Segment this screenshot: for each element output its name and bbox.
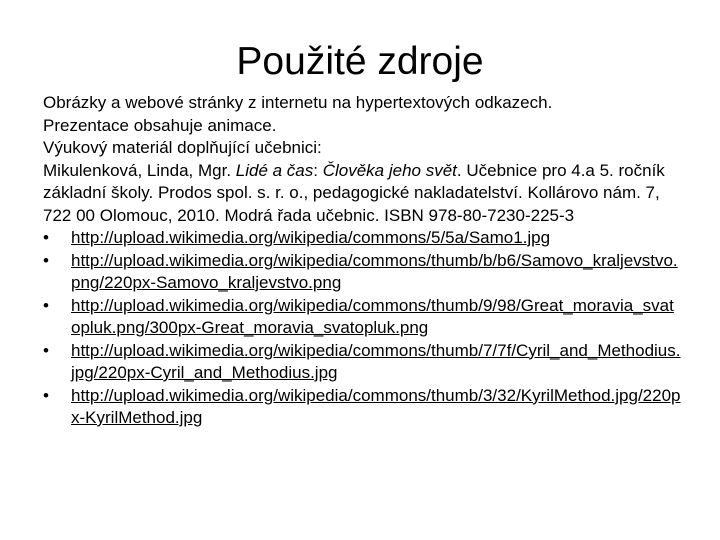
link-list — [43, 227, 683, 430]
link-item — [43, 340, 683, 385]
textbook-citation — [43, 160, 683, 228]
bullet-icon: • — [43, 385, 49, 405]
link-item — [43, 295, 683, 340]
link-samovo-kraljevstvo[interactable]: http://upload.wikimedia.org/wikipedia/commons/thumb/b/b6/Samovo_kraljevstvo.png/220px-Samovo_kraljevstvo.png — [71, 250, 678, 292]
bullet-icon: • — [43, 228, 49, 247]
slide-body — [43, 92, 683, 430]
citation-title-part1: Lidé a čas — [235, 160, 314, 180]
bullet-icon: • — [43, 295, 49, 315]
citation-title-part2: Člověka jeho svět — [322, 160, 457, 180]
citation-authors: Mikulenková, Linda, Mgr. — [43, 160, 236, 180]
link-kyril-method[interactable]: http://upload.wikimedia.org/wikipedia/commons/thumb/3/32/KyrilMethod.jpg/220px-KyrilMethod.jpg — [71, 385, 681, 427]
link-great-moravia-svatopluk[interactable]: http://upload.wikimedia.org/wikipedia/commons/thumb/9/98/Great_moravia_svatopluk.png/300px-Great_moravia_svatopluk.png — [71, 295, 674, 337]
link-item — [43, 227, 683, 250]
link-samo-image[interactable]: http://upload.wikimedia.org/wikipedia/commons/5/5a/Samo1.jpg — [71, 228, 551, 247]
citation-rest: . Učebnice pro 4.a 5. ročník základní školy. Prodos spol. s. r. o., pedagogické nakladatelství. Kollárovo nám. 7, 722 00 Olomouc, 2010. Modrá řada učebnic. ISBN 978-80-7230-225-3 — [43, 160, 665, 225]
bullet-icon: • — [43, 250, 49, 270]
bullet-icon: • — [43, 340, 49, 360]
link-cyril-and-methodius[interactable]: http://upload.wikimedia.org/wikipedia/commons/thumb/7/7f/Cyril_and_Methodius.jpg/220px-Cyril_and_Methodius.jpg — [71, 340, 681, 382]
slide-title: Použité zdroje — [236, 40, 484, 83]
text-line-textbook-intro: Výukový materiál doplňující učebnici: — [43, 138, 322, 157]
link-item — [43, 250, 683, 295]
text-line-images: Obrázky a webové stránky z internetu na hypertextových odkazech. — [43, 93, 553, 112]
text-line-animations: Prezentace obsahuje animace. — [43, 115, 277, 135]
link-item — [43, 385, 683, 430]
citation-separator: : — [313, 160, 323, 180]
